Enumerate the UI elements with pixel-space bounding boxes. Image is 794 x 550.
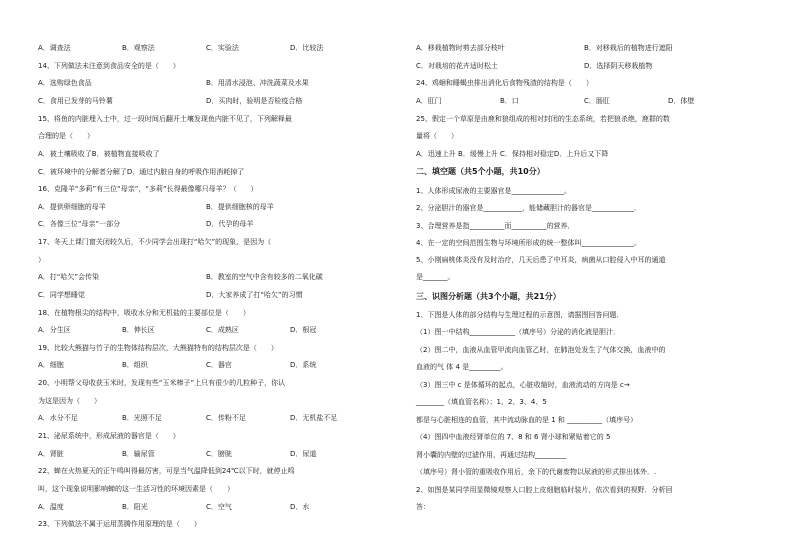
question-line: 叫，这个现象说明影响蝉的这一生活习性的环境因素是（ ）: [38, 485, 234, 493]
answer-option: A．温度: [38, 503, 64, 511]
question-line: 25、假定一个草原是由鹿和狼组成的相对封闭的生态系统，若把狼杀绝，鹿群的数: [416, 115, 670, 123]
answer-option: C．肠肛: [584, 97, 610, 105]
answer-option: B．提供细胞核的母羊: [206, 203, 274, 211]
answer-option: D．代孕的母羊: [206, 220, 254, 228]
answer-option: A．分生区: [38, 326, 71, 334]
answer-option: C．器官: [206, 361, 232, 369]
question-line: （1）图一中结构_____________（填序号）分泌的消化液是胆汁．: [416, 328, 620, 336]
answer-option: B．伸长区: [122, 326, 155, 334]
answer-option: B．输尿管: [122, 450, 155, 458]
answer-option: B．组织: [122, 361, 148, 369]
answer-option: A．水分不足: [38, 414, 78, 422]
question-line: 14、下列做法未注意到食品安全的是（ ）: [38, 62, 180, 70]
answer-option: A．提供卵细胞的母羊: [38, 203, 106, 211]
answer-option: D．水: [290, 503, 310, 511]
answer-option: A．肛门: [416, 97, 442, 105]
question-line: 15、将鱼的内脏埋入土中，过一段时间后翻开土壤发现鱼内脏不见了，下列解释最: [38, 115, 292, 123]
answer-option: C．同学想睡觉: [38, 291, 85, 299]
question-line: 3、合理营养是指__________而__________的营养．: [416, 222, 575, 230]
question-line: （3）图三中 c 是体循环的起点，心脏收缩时，血液流动的方向是 c→: [416, 381, 630, 389]
question-line: （填序号）肾小管的重吸收作用后，余下的代谢废物以尿液的形式排出体外．.: [416, 468, 657, 476]
answer-option: C．实验法: [206, 44, 239, 52]
question-line: 4、在一定的空间范围生物与环境所形成的统一整体叫_______________。: [416, 239, 641, 247]
question-line: A．被土壤吸收了B．被植物直接吸收了: [38, 150, 160, 158]
section-heading: 三、识图分析题（共3个小题，共21分）: [416, 292, 561, 301]
answer-option: C．成熟区: [206, 326, 239, 334]
question-line: 5、小刚扁桃体炎没有及时治疗，几天后患了中耳炎，病菌从口腔侵入中耳的通道: [416, 256, 666, 264]
answer-option: C．各像三位“母亲”一部分: [38, 220, 121, 228]
answer-option: D．根冠: [290, 326, 317, 334]
question-line: 答：: [416, 503, 430, 511]
question-line: 17、冬天上课门窗关闭较久后，不少同学会出现打“哈欠”的现象，是因为（: [38, 238, 272, 246]
question-line: ________（填血管名称）；1、2、3、4、5: [416, 398, 547, 406]
question-line: 22、蝉在火热夏天的正午鸣叫得最厉害，可是当气温降低到24℃以下时，就停止鸣: [38, 467, 295, 475]
question-line: 23、下列做法不属于运用蒸腾作用原理的是（ ）: [38, 520, 201, 528]
question-line: 是_______。: [416, 273, 455, 281]
question-line: A．迅速上升 B．缓慢上升 C．保持相对稳定D．上升后又下降: [416, 150, 609, 158]
answer-option: C．食用已发芽的马铃薯: [38, 97, 113, 105]
answer-option: A．细胞: [38, 361, 64, 369]
answer-option: B．口: [500, 97, 519, 105]
answer-option: B．阳光: [122, 503, 148, 511]
answer-option: A．打“哈欠”会传染: [38, 273, 100, 281]
question-line: 20、小明帮父母收获玉米时，发现有些“玉米棒子”上只有很少的几粒种子，你认: [38, 379, 286, 387]
section-heading: 二、填空题（共5个小题，共10分）: [416, 167, 545, 176]
answer-option: D．无机盐不足: [290, 414, 338, 422]
question-line: 1、人体形成尿液的主要器官是_______________。: [416, 187, 571, 195]
question-line: 21、泌尿系统中，形成尿液的器官是（ ）: [38, 432, 180, 440]
question-line: 2、分泌胆汁的器官是___________，能储藏胆汁的器官是____________．: [416, 204, 641, 212]
answer-option: A．移栽植物时剪去部分枝叶: [416, 44, 505, 52]
question-line: 1、下图是人体的部分结构与生理过程的示意图，请据图回答问题．: [416, 311, 624, 319]
question-line: 18、在植物根尖的结构中，吸收水分和无机盐的主要部位是（ ）: [38, 309, 250, 317]
answer-option: D．选择阴天移栽植物: [584, 62, 653, 70]
question-line: 为这是因为（ ）: [38, 397, 101, 405]
answer-option: D．体壁: [668, 97, 695, 105]
answer-option: D．系统: [290, 361, 317, 369]
question-line: 2、如图是某同学用显微镜观察人口腔上皮细胞临时装片，依次看到的视野．分析回: [416, 486, 673, 494]
answer-option: D．尿道: [290, 450, 317, 458]
answer-option: C．对栽培的花卉适时松土: [416, 62, 498, 70]
answer-option: B．观察法: [122, 44, 155, 52]
question-line: 血液的气 体 4 是_________。: [416, 363, 508, 371]
question-line: 16、克隆羊“多莉”有三位“母亲”，“多莉”长得最像哪只母羊？（ ）: [38, 185, 258, 193]
question-line: （4）图四中血液经肾单位的 7、8 和 6 肾小球和紧贴着它的 5: [416, 433, 611, 441]
answer-option: A．选购绿色食品: [38, 79, 92, 87]
question-line: 肾小囊的内壁的过滤作用，再通过结构_________: [416, 451, 567, 459]
answer-option: D．买肉时，验明是否检疫合格: [206, 97, 303, 105]
answer-option: B．教室的空气中含有较多的二氧化碳: [206, 273, 323, 281]
answer-option: D．大家养成了打“哈欠”的习惯: [206, 291, 303, 299]
answer-option: B．用清水浸泡、冲洗蔬菜及水果: [206, 79, 309, 87]
question-line: 24、鸡蛔和睡蝎虫排出消化后食物残渣的结构是（ ）: [416, 79, 593, 87]
question-line: 量将（ ）: [416, 132, 458, 140]
question-line: C．被环境中的分解者分解了D．通过内脏自身的呼吸作用消耗掉了: [38, 168, 245, 176]
question-line: 都是与心脏相连的血管，其中流动脉血的是 1 和 __________（填序号）: [416, 416, 638, 424]
answer-option: B．对移栽后的植物进行遮阳: [584, 44, 673, 52]
answer-option: C．膀胱: [206, 450, 232, 458]
answer-option: B．光照不足: [122, 414, 162, 422]
answer-option: C．空气: [206, 503, 232, 511]
question-line: ）: [38, 256, 45, 264]
question-line: 合理的是（ ）: [38, 132, 94, 140]
question-line: （2）图二中，血液从血管甲流向血管乙时，在肺泡处发生了气体交换，血液中的: [416, 346, 666, 354]
answer-option: A．肾脏: [38, 450, 64, 458]
answer-option: D．比较法: [290, 44, 324, 52]
question-line: 19、比较大熊猫与竹子的生物体结构层次，大熊猫特有的结构层次是（ ）: [38, 344, 278, 352]
answer-option: C．传粉不足: [206, 414, 246, 422]
answer-option: A．调查法: [38, 44, 71, 52]
